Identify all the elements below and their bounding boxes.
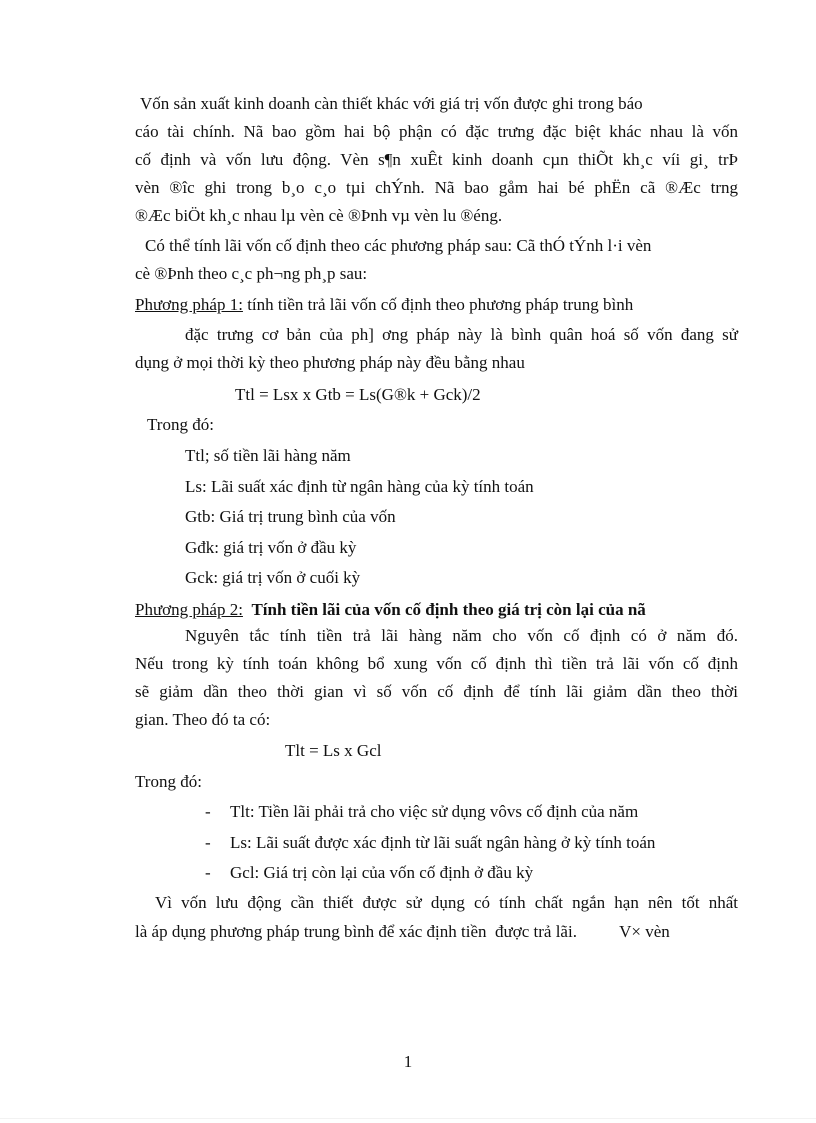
paragraph-line: dụng ở mọi thời kỳ theo phương pháp này đều bằng nhau: [135, 353, 525, 372]
bullet-text: Ls: Lãi suất được xác định từ lãi suất ngân hàng ở kỳ tính toán: [230, 833, 656, 852]
method2-heading-line: [135, 596, 738, 624]
bullet-text: Gcl: Giá trị còn lại của vốn cố định ở đầu kỳ: [230, 863, 534, 882]
method1-heading-line: [135, 291, 738, 319]
paragraph-line: Nếu trong kỳ tính toán không bổ xung vốn cố định thì tiền trả lãi vốn cố định: [135, 654, 738, 673]
paragraph-line: đặc trưng cơ bản của ph] ơng pháp này là bình quân hoá số vốn đang sử: [185, 325, 738, 344]
definition-item: Ls: Lãi suất xác định từ ngân hàng của kỳ tính toán: [185, 477, 534, 496]
where-label: Trong đó:: [135, 772, 202, 791]
page-number: 1: [403, 1052, 413, 1071]
paragraph-line: Vốn sản xuất kinh doanh càn thiết khác với giá trị vốn được ghi trong báo: [140, 94, 643, 113]
paragraph-line: sẽ giảm dần theo thời gian vì số vốn cố định để tính lãi giảm dần theo thời: [135, 682, 738, 701]
method2-title: Tính tiền lãi của vốn cố định theo giá trị còn lại của nã: [251, 600, 646, 619]
paragraph-line: gian. Theo đó ta có:: [135, 710, 271, 729]
bullet-dash: -: [205, 833, 211, 852]
method1-heading: Phương pháp 1:: [135, 295, 243, 314]
paragraph-line: là áp dụng phương pháp trung bình để xác định tiền được trả lãi. V× vèn: [135, 922, 670, 941]
definition-item: Gck: giá trị vốn ở cuối kỳ: [185, 568, 361, 587]
paragraph-line: cố định và vốn lưu động. Vèn s¶n xuÊt kinh doanh cµn thiÕt kh¸c víi gi¸ trÞ: [135, 150, 738, 169]
method1-title: tính tiền trả lãi vốn cố định theo phương pháp trung bình: [242, 295, 634, 314]
method2-heading: Phương pháp 2:: [135, 600, 243, 619]
bullet-dash: -: [205, 863, 211, 882]
paragraph-line: Vì vốn lưu động cần thiết được sử dụng có tính chất ngắn hạn nên tốt nhất: [155, 893, 738, 912]
paragraph-line: cè ®Þnh theo c¸c ph¬ng ph¸p sau:: [135, 264, 368, 283]
paragraph-line: vèn ®îc ghi trong b¸o c¸o tµi chÝnh. Nã bao gåm hai bé phËn cã ®Æc trng: [135, 178, 738, 197]
bullet-dash: -: [205, 802, 211, 821]
where-label: Trong đó:: [147, 415, 214, 434]
page-edge-divider: [0, 1118, 816, 1119]
definition-item: Gđk: giá trị vốn ở đầu kỳ: [185, 538, 357, 557]
definition-item: Ttl; số tiền lãi hàng năm: [185, 446, 351, 465]
formula: Ttl = Lsx x Gtb = Ls(G®k + Gck)/2: [235, 385, 481, 404]
paragraph-line: Nguyên tắc tính tiền trả lãi hàng năm cho vốn cố định có ở năm đó.: [185, 626, 738, 645]
bullet-text: Tlt: Tiền lãi phải trả cho việc sử dụng vôvs cố định của năm: [230, 802, 639, 821]
paragraph-line: Có thể tính lãi vốn cố định theo các phương pháp sau: Cã thÓ tÝnh l·i vèn: [145, 236, 652, 255]
formula: Tlt = Ls x Gcl: [285, 741, 382, 760]
paragraph-line: ®Æc biÖt kh¸c nhau lµ vèn cè ®Þnh vµ vèn lu ®éng.: [135, 206, 503, 225]
paragraph-line: cáo tài chính. Nã bao gồm hai bộ phận có đặc trưng đặc biệt khác nhau là vốn: [135, 122, 738, 141]
definition-item: Gtb: Giá trị trung bình của vốn: [185, 507, 396, 526]
